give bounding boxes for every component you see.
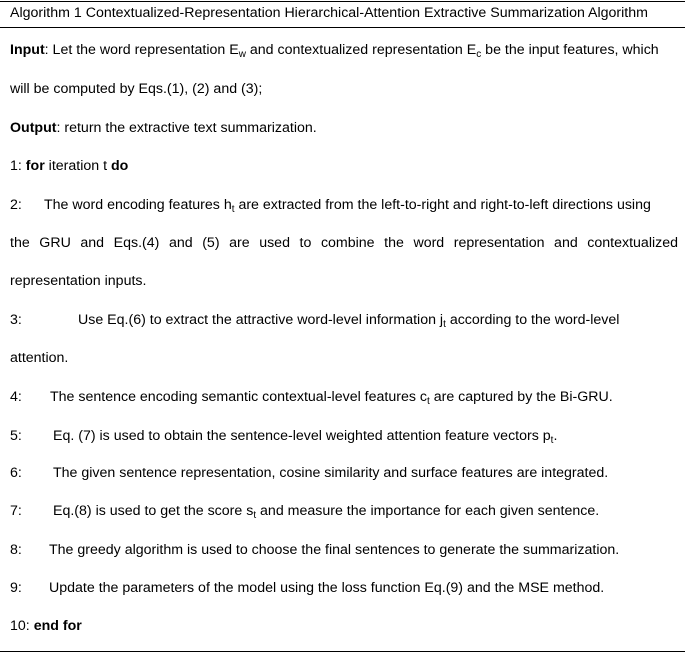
step-7: 7: Eq.(8) is used to get the score $s_t$ and measure the importance for each given sentence. [10, 503, 600, 521]
top-rule [0, 1, 685, 2]
step-1: 1: for iteration t do [10, 158, 129, 174]
step-4: 4: The sentence encoding semantic contextual-level features $c_t$ are captured by the Bi-GRU. [10, 389, 613, 407]
step-9: 9: Update the parameters of the model using the loss function Eq.(9) and the MSE method. [10, 580, 605, 596]
algorithm-caption: Algorithm 1 Contextualized-Representation Hierarchical-Attention Extractive Summarization Algorithm [10, 5, 648, 21]
step-2-line-2: the GRU and Eqs.(4) and (5) are used to combine the word representation and contextualized [10, 235, 678, 251]
step-5: 5: Eq. (7) is used to obtain the sentence-level weighted attention feature vectors $p_t$. [10, 428, 558, 446]
input-continuation: will be computed by Eqs.(1), (2) and (3); [10, 81, 263, 97]
step-2: 2: The word encoding features $h_t$ are extracted from the left-to-right and right-to-left directions using [10, 197, 651, 215]
step-10: 10: end for [10, 618, 82, 634]
output-line: Output: return the extractive text summarization. [10, 120, 317, 136]
step-3-line-2: attention. [10, 350, 69, 366]
input-label: Input [10, 42, 45, 58]
step-3: 3: Use Eq.(6) to extract the attractive word-level information $j_t$ according to the word-level [10, 312, 620, 330]
caption-rule [0, 27, 685, 28]
step-6: 6: The given sentence representation, cosine similarity and surface features are integrated. [10, 465, 609, 481]
step-2-line-3: representation inputs. [10, 273, 147, 289]
input-line: Input: Let the word representation $E_w$ and contextualized representation $E_c$ be the input features, which [10, 42, 659, 60]
bottom-rule [0, 651, 685, 652]
output-label: Output [10, 120, 57, 136]
step-8: 8: The greedy algorithm is used to choose the final sentences to generate the summarization. [10, 542, 620, 558]
